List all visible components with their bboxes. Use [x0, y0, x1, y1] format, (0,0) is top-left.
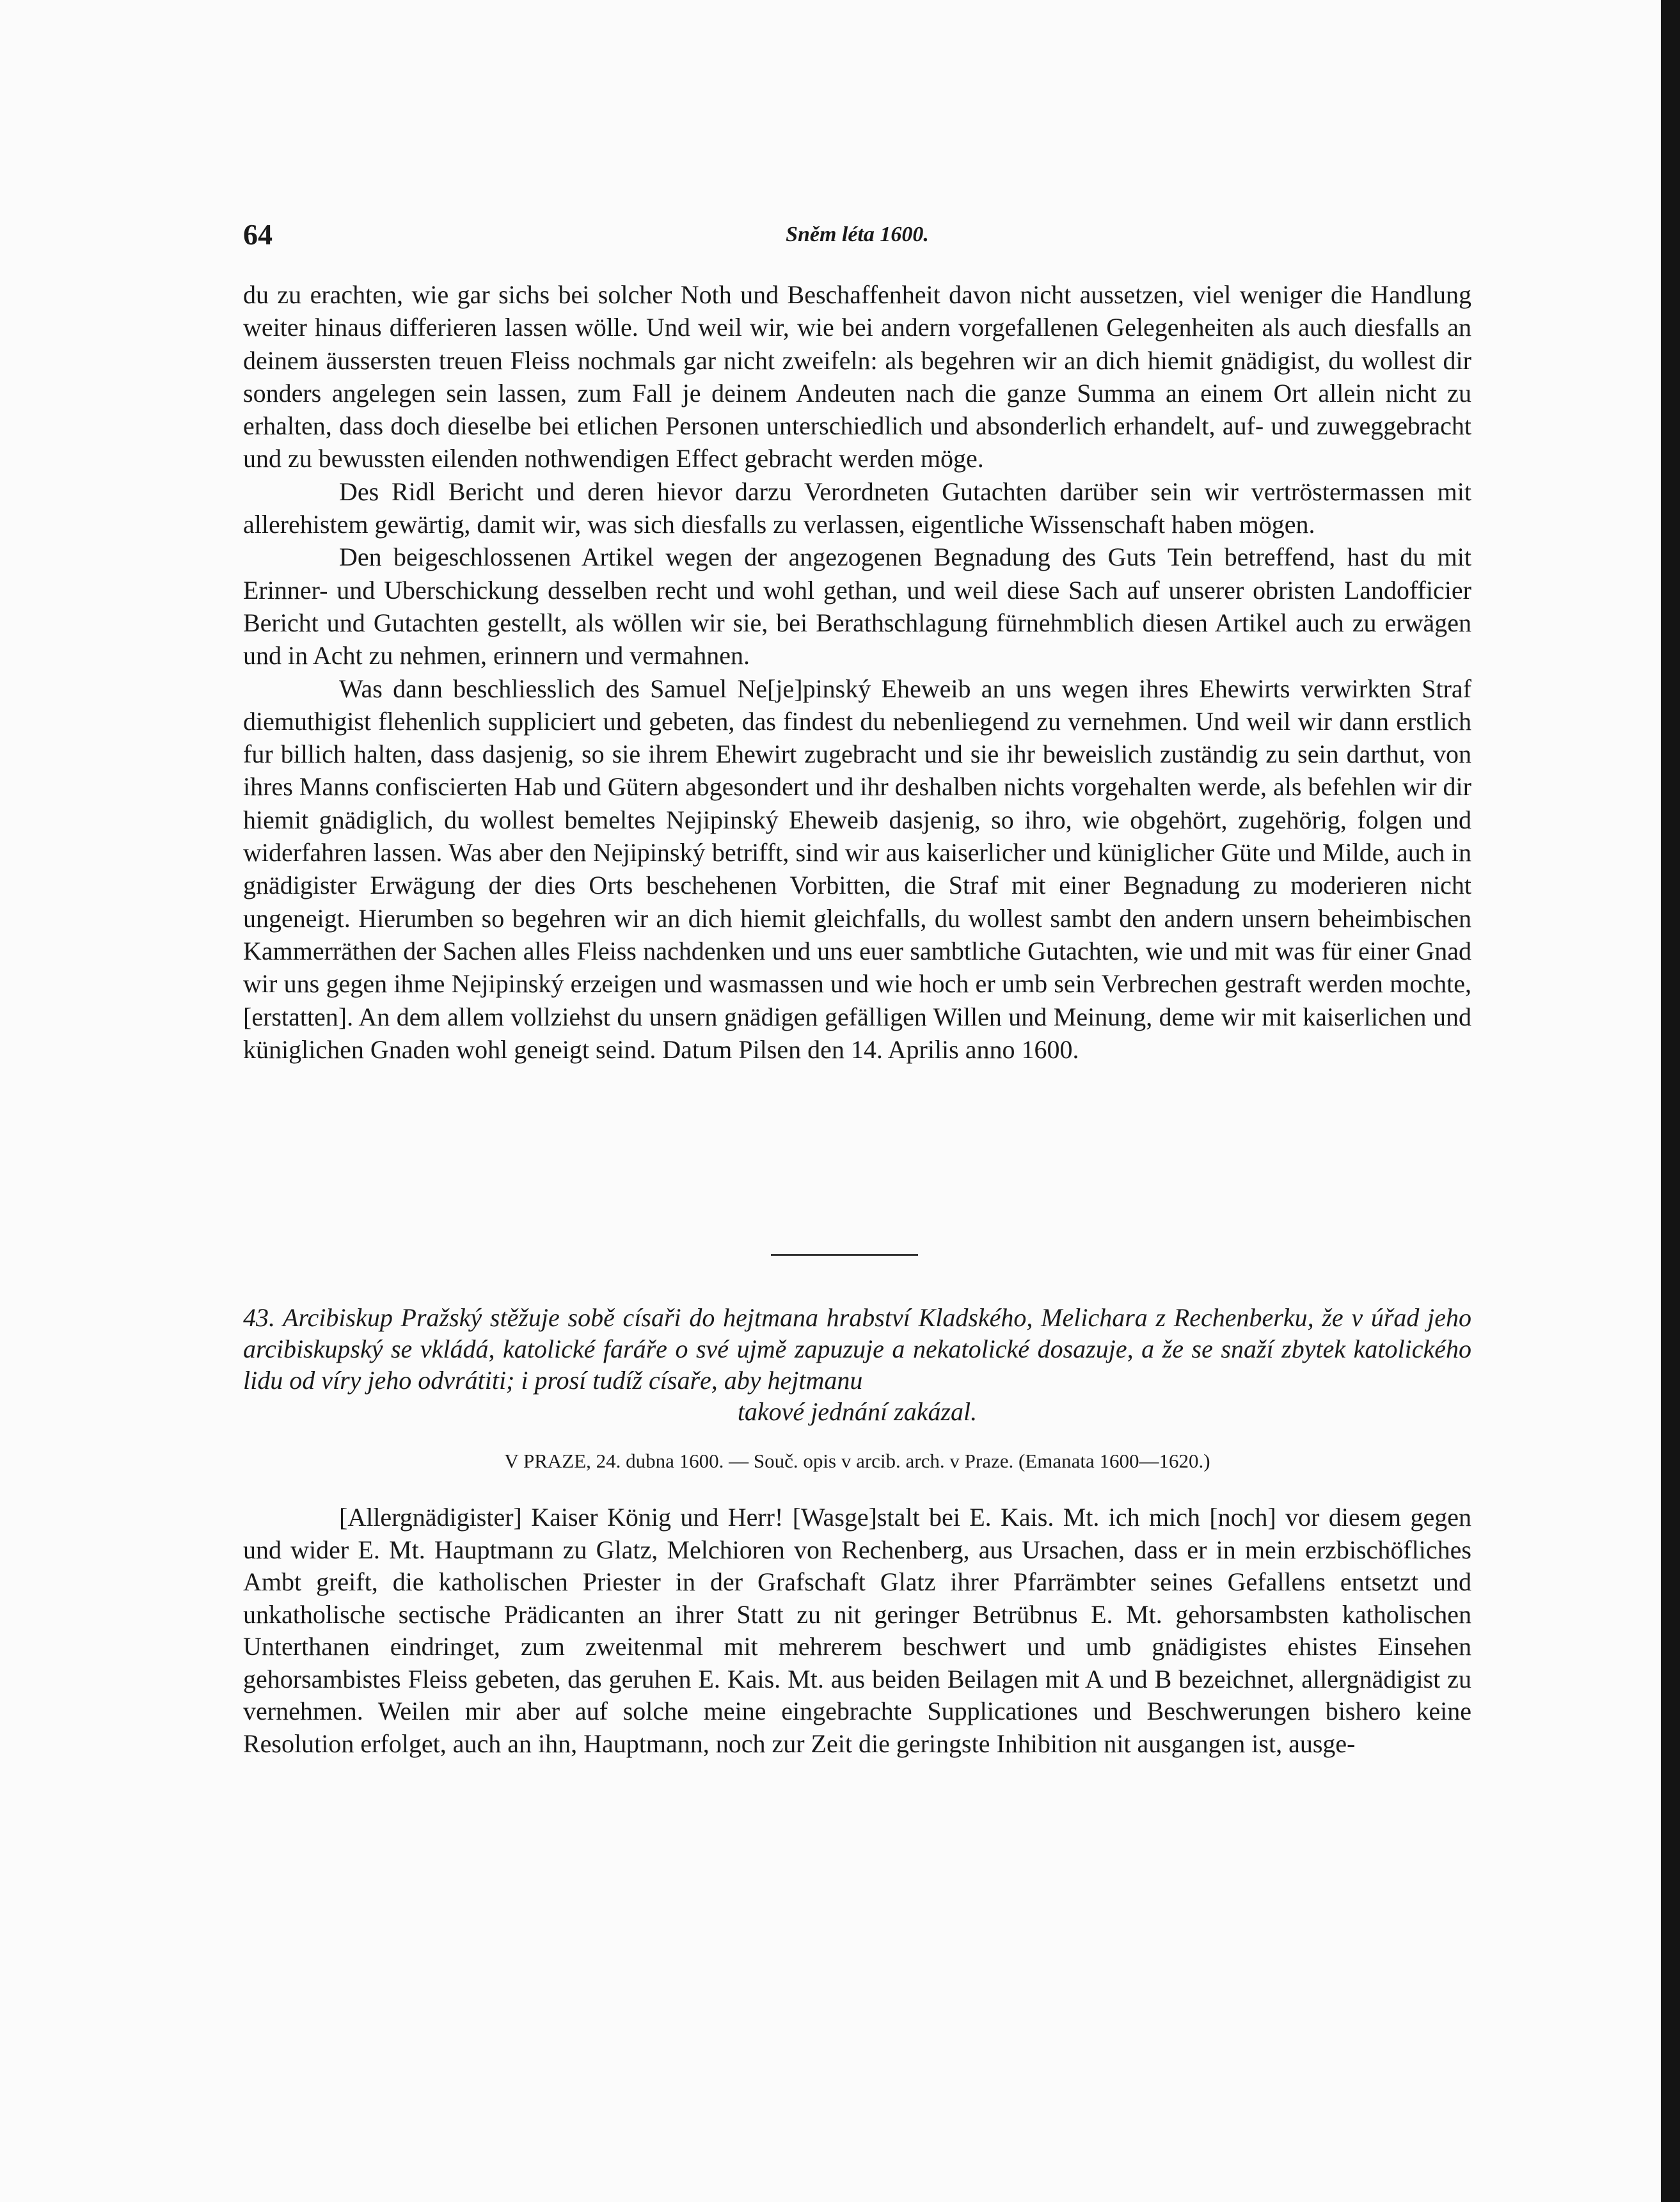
paragraph-4: Was dann beschliesslich des Samuel Ne[je]pinský Eheweib an uns wegen ihres Ehewirts verwirkten Straf diemuthigist flehenlich suppliciert und gebeten, das findest du nebenliegend zu vernehmen. Und weil wir dann erstlich fur billich halten, dass dasjenig, so sie ihrem Ehewirt zugebracht und sie ihr beweislich zuständig zu sein darthut, von ihres Manns confiscierten Hab und Gütern abgesondert und ihr deshalben nichts vorgehalten werde, als befehlen wir dir hiemit gnädiglich, du wollest bemeltes Nejipinský Eheweib dasjenig, so ihro, wie obgehört, zugehörig, folgen und widerfahren lassen. Was aber den Nejipinský betrifft, sind wir aus kaiserlicher und küniglicher Güte und Milde, auch in gnädigister Erwägung der dies Orts beschehenen Vorbitten, die Straf mit einer Begnadung zu moderieren nicht ungeneigt. Hierumben so begehren wir an dich hiemit gleichfalls, du wollest sambt den andern unsern beheimbischen Kammerräthen der Sachen alles Fleiss nachdenken und uns euer sambtliche Gutachten, wie und mit was für einer Gnad wir uns gegen ihme Nejipinský erzeigen und wasmassen und wie hoch er umb sein Verbrechen gestraft werden mochte, [erstatten]. An dem allem vollziehst du unsern gnädigen gefälligen Willen und Meinung, deme wir mit kaiserlichen und küniglichen Gnaden wohl geneigt seind. Datum Pilsen den 14. Aprilis anno 1600. [243, 674, 1471, 1064]
paragraph-3: Den beigeschlossenen Artikel wegen der angezogenen Begnadung des Guts Tein betreffend, hast du mit Erinner- und Uberschickung desselben recht und wohl gethan, und weil diese Sach auf unserer obristen Landofficier Bericht und Gutachten gestellt, als wöllen wir sie, bei Berathschlagung fürnehmblich diesen Artikel auch zu erwägen und in Acht zu nehmen, erinnern und vermahnen. [243, 543, 1471, 670]
paragraph-2: Des Ridl Bericht und deren hievor darzu Verordneten Gutachten darüber sein wir vertröstermassen mit allerehistem gewärtig, damit wir, was sich diesfalls zu verlassen, eigentliche Wissenschaft haben mögen. [243, 477, 1471, 539]
page-header [243, 218, 1471, 256]
entry-heading-end: takové jednání zakázal. [737, 1397, 978, 1426]
entry-letter [243, 1501, 1471, 1760]
section-divider [771, 1254, 918, 1256]
paragraph-1: du zu erachten, wie gar sichs bei solcher Noth und Beschaffenheit davon nicht aussetzen, viel weniger die Handlung weiter hinaus differieren lassen wölle. Und weil wir, wie bei andern vorgefallenen Gelegenheiten als auch diesfalls an deinem äussersten treuen Fleiss nochmals gar nicht zweifeln: als begehren wir an dich hiemit gnädigist, du wollest dir sonders angelegen sein lassen, zum Fall je deinem Andeuten nach die ganze Summa an einem Ort allein nicht zu erhalten, dass doch dieselbe bei etlichen Personen unterschiedlich und absonderlich erhandelt, auf- und zuweggebracht und zu bewussten eilenden nothwendigen Effect gebracht werden möge. [243, 280, 1471, 473]
letter-continuation [243, 278, 1471, 1066]
running-head: Sněm léta 1600. [786, 223, 929, 246]
page-number: 64 [243, 218, 273, 251]
entry-heading-text: 43. Arcibiskup Pražský stěžuje sobě císaři do hejtmana hrabství Kladského, Melichara z Rechenberku, že v úřad jeho arcibiskupský se vkládá, katolické faráře o své ujmě zapuzuje a nekatolické dosazuje, a že se snaží zbytek katolického lidu od víry jeho odvrátiti; i prosí tudíž císaře, aby hejtmanu [243, 1303, 1471, 1395]
source-citation: V PRAZE, 24. dubna 1600. — Souč. opis v arcib. arch. v Praze. (Emanata 1600—1620.) [504, 1450, 1210, 1472]
entry-heading [243, 1302, 1471, 1427]
entry-letter-text: [Allergnädigister] Kaiser König und Herr! [Wasge]stalt bei E. Kais. Mt. ich mich [noch] vor diesem gegen und wider E. Mt. Hauptmann zu Glatz, Melchioren von Rechenberg, aus Ursachen, dass er in mein erzbischöfliches Ambt greift, die katholischen Priester in der Grafschaft Glatz ihrer Pfarrämbter seines Gefallens entsetzt und unkatholische sectische Prädicanten an ihrer Statt zu nit geringer Betrübnus E. Mt. gehorsambsten katholischen Unterthanen eindringet, zum zweitenmal mit mehrerem beschwert und umb gnädigistes ehistes Einsehen gehorsambistes Fleiss gebeten, das geruhen E. Kais. Mt. aus beiden Beilagen mit A und B bezeichnet, allergnädigist zu vernehmen. Weilen mir aber auf solche meine eingebrachte Supplicationes und Beschwerungen bishero keine Resolution erfolget, auch an ihn, Hauptmann, noch zur Zeit die geringste Inhibition nit ausgangen ist, ausge- [243, 1503, 1471, 1758]
